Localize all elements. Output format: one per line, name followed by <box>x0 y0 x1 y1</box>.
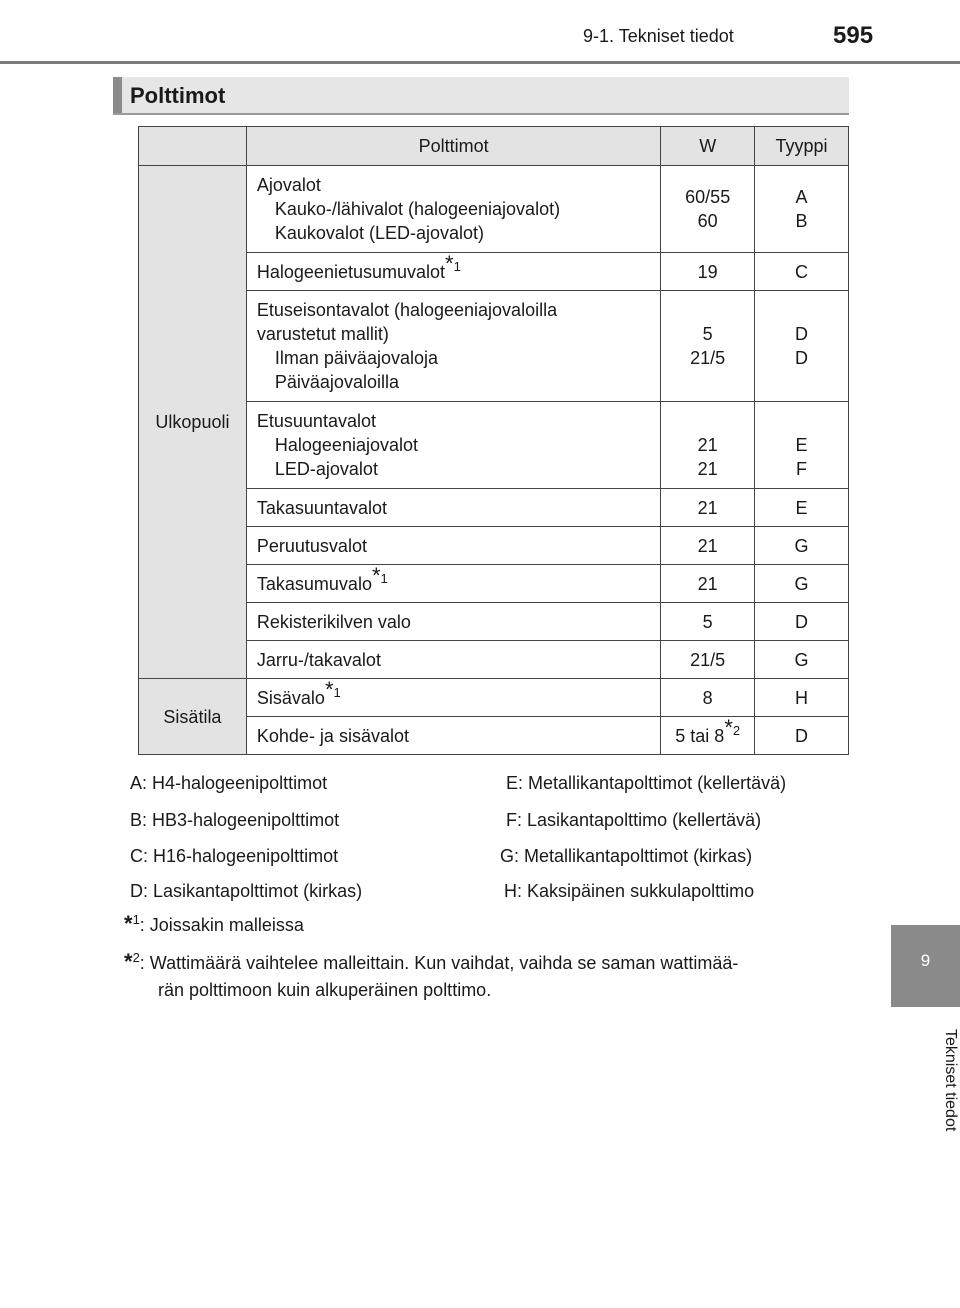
bulb-name: Takasumuvalo <box>256 573 372 594</box>
header-divider <box>0 61 960 64</box>
footnote-2 <box>124 948 854 1004</box>
bulb-name-cell <box>246 291 660 402</box>
footnote-number: 2 <box>132 950 140 965</box>
wattage-value: 5 tai 8 <box>675 725 725 746</box>
bulb-title: Etuseisontavalot (halogeeniajovaloilla <box>256 300 558 320</box>
bulb-name: Kohde- ja sisävalot <box>246 717 660 755</box>
bulb-sub: Kaukovalot (LED-ajovalot) <box>274 223 484 243</box>
bulb-name: Halogeenietusumuvalot <box>256 261 446 282</box>
category-sisatila: Sisätila <box>139 679 247 755</box>
bulb-name: Takasuuntavalot <box>246 489 660 527</box>
bulb-table <box>138 126 849 755</box>
section-heading <box>113 77 849 115</box>
type-value: G <box>755 641 849 679</box>
bulb-name: Sisävalo <box>256 687 325 708</box>
footnote-ref: *1 <box>371 562 388 588</box>
legend-a: A: H4-halogeenipolttimot <box>130 773 328 793</box>
wattage-value: 21 <box>697 435 718 455</box>
chapter-tab[interactable] <box>891 925 960 1007</box>
type-value: A <box>795 187 808 207</box>
bulb-name-cell <box>246 676 660 717</box>
footnote-number: 1 <box>132 912 140 927</box>
footnote-text-cont: rän polttimoon kuin alkuperäinen polttimo. <box>158 980 492 1000</box>
bulb-name-cell <box>246 166 660 253</box>
type-value: D <box>755 603 849 641</box>
bulb-sub: LED-ajovalot <box>274 459 378 479</box>
wattage-value: 21/5 <box>690 348 726 368</box>
wattage-value: 21/5 <box>661 641 755 679</box>
bulb-title: Etusuuntavalot <box>256 411 376 431</box>
type-value: B <box>795 211 808 231</box>
bulb-sub: Halogeeniajovalot <box>274 435 418 455</box>
table-header-row <box>139 127 849 166</box>
wattage-value: 21 <box>661 527 755 565</box>
type-cell <box>755 291 849 402</box>
wattage-cell <box>661 166 755 253</box>
legend-b: B: HB3-halogeenipolttimot <box>130 810 340 830</box>
bulb-name: Peruutusvalot <box>246 527 660 565</box>
header-empty-cell <box>139 127 247 166</box>
type-value: E <box>795 435 808 455</box>
header-section-title: 9-1. Tekniset tiedot <box>583 26 734 46</box>
section-accent <box>113 77 122 113</box>
bulb-title: varustetut mallit) <box>256 324 389 344</box>
category-ulkopuoli: Ulkopuoli <box>139 166 247 679</box>
bulb-name-cell <box>246 562 660 603</box>
type-cell <box>755 166 849 253</box>
chapter-label: Tekniset tiedot <box>942 1028 959 1132</box>
header-tyyppi: Tyyppi <box>755 127 849 166</box>
legend-g: G: Metallikantapolttimot (kirkas) <box>500 846 753 866</box>
type-value: F <box>796 459 808 479</box>
section-title: Polttimot <box>130 83 226 108</box>
footnote-ref: *1 <box>324 676 341 702</box>
bulb-sub: Ilman päiväajovaloja <box>274 348 438 368</box>
bulb-name-cell <box>246 250 660 291</box>
legend-f: F: Lasikantapolttimo (kellertävä) <box>506 810 762 830</box>
wattage-value: 60/55 <box>685 187 731 207</box>
header-w: W <box>661 127 755 166</box>
chapter-number: 9 <box>920 951 931 970</box>
legend-d: D: Lasikantapolttimot (kirkas) <box>130 881 363 901</box>
wattage-value: 5 <box>702 324 713 344</box>
footnote-mark: * <box>124 911 133 936</box>
legend-h: H: Kaksipäinen sukkulapolttimo <box>504 881 755 901</box>
wattage-value: 19 <box>661 253 755 291</box>
bulb-name: Rekisterikilven valo <box>246 603 660 641</box>
wattage-cell <box>661 291 755 402</box>
type-value: G <box>755 565 849 603</box>
footnote-ref: *2 <box>724 714 741 740</box>
footnote-1 <box>124 910 304 939</box>
type-value: D <box>755 717 849 755</box>
footnote-mark: * <box>124 949 133 974</box>
type-value: E <box>755 489 849 527</box>
type-value: D <box>795 348 809 368</box>
footnote-text: : Joissakin malleissa <box>139 915 304 935</box>
type-value: G <box>755 527 849 565</box>
table-row <box>139 679 849 717</box>
wattage-value: 5 <box>661 603 755 641</box>
wattage-value: 21 <box>661 565 755 603</box>
type-value: H <box>755 679 849 717</box>
legend-e: E: Metallikantapolttimot (kellertävä) <box>506 773 787 793</box>
wattage-value: 60 <box>697 211 718 231</box>
wattage-value: 8 <box>661 679 755 717</box>
header-polttimot: Polttimot <box>246 127 660 166</box>
table-row <box>139 166 849 253</box>
bulb-sub: Kauko-/lähivalot (halogeeniajovalot) <box>274 199 561 219</box>
bulb-name: Jarru-/takavalot <box>246 641 660 679</box>
wattage-value: 21 <box>661 489 755 527</box>
footnote-text: : Wattimäärä vaihtelee malleittain. Kun vaihdat, vaihda se saman wattimää- <box>139 953 739 973</box>
type-cell <box>755 402 849 489</box>
legend-c: C: H16-halogeenipolttimot <box>130 846 339 866</box>
footnote-ref: *1 <box>445 250 461 276</box>
bulb-name-cell <box>246 402 660 489</box>
bulb-title: Ajovalot <box>256 175 321 195</box>
wattage-value: 21 <box>697 459 718 479</box>
bulb-sub: Päiväajovaloilla <box>274 372 399 392</box>
type-value: D <box>795 324 809 344</box>
wattage-cell <box>661 714 755 755</box>
type-value: C <box>755 253 849 291</box>
page-number: 595 <box>833 22 874 49</box>
wattage-cell <box>661 402 755 489</box>
